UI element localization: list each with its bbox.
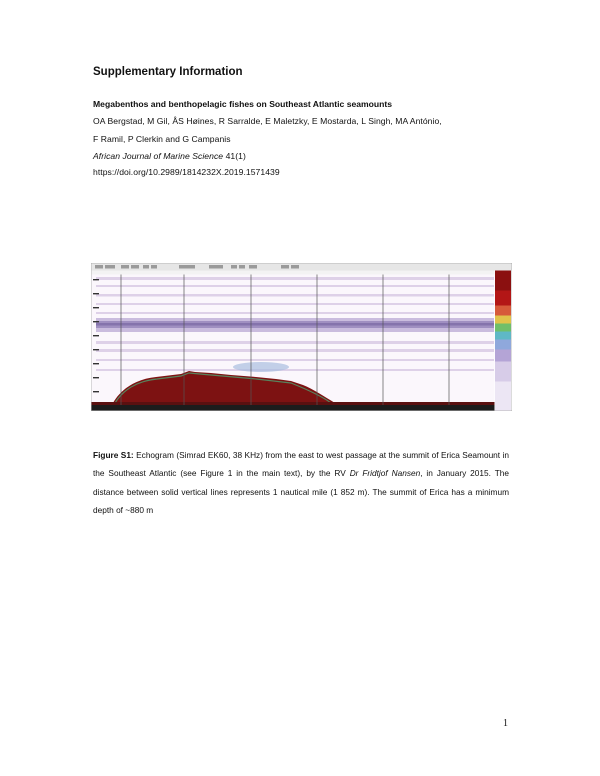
fish-aggregation <box>233 362 289 372</box>
journal-name: African Journal of Marine Science <box>93 151 224 161</box>
figure-caption <box>93 446 509 520</box>
doi-link[interactable]: https://doi.org/10.2989/1814232X.2019.1571439 <box>93 167 280 177</box>
caption-text-part1: Echogram (Simrad EK60, 38 KHz) from the east to west passage at the summit of Erica Seamount in the Southeast Atlantic (see Figure 1 in the main text), by the RV <box>93 450 509 479</box>
authors-line-1: OA Bergstad, M Gil, ÅS Høines, R Sarralde, E Maletzky, E Mostarda, L Singh, MA António, <box>93 116 442 126</box>
page-title: Supplementary Information <box>93 66 243 78</box>
seabed-bottom-band <box>92 402 495 405</box>
journal-volume: 41(1) <box>223 151 246 161</box>
echogram-image <box>91 263 512 411</box>
article-title: Megabenthos and benthopelagic fishes on Southeast Atlantic seamounts <box>93 99 393 109</box>
echogram-ping-strip <box>92 271 495 275</box>
caption-vessel-name: Dr Fridtjof Nansen <box>349 468 421 479</box>
authors-line-2: F Ramil, P Clerkin and G Campanis <box>93 134 231 144</box>
caption-label: Figure S1: <box>93 450 134 460</box>
scattering-layer <box>96 318 494 332</box>
page-number: 1 <box>503 718 508 729</box>
caption-text-part2: , in January 2015. The distance between solid vertical lines represents 1 nautical mile (1 852 m). The summit of Erica has a minimum depth of ~880 m <box>93 468 509 516</box>
color-scale <box>495 271 511 411</box>
journal-citation <box>93 151 246 161</box>
echogram-figure <box>91 263 512 411</box>
echogram-bottom-bar <box>92 405 495 411</box>
